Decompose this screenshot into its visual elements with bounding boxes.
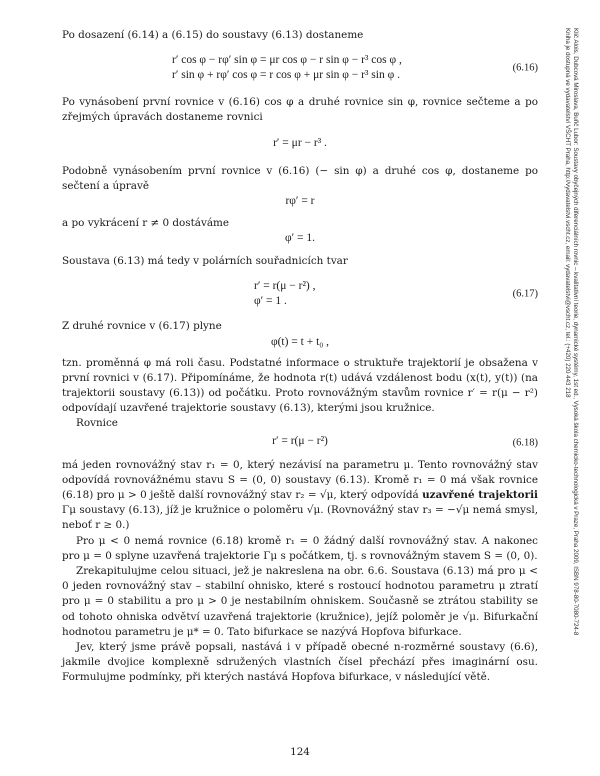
equation-6-18 xyxy=(62,434,538,452)
paragraph: Rovnice xyxy=(76,417,118,430)
equation-6-16 xyxy=(62,51,538,85)
equation-line: r′ sin φ + rφ′ cos φ = r cos φ + μr sin φ − r³ sin φ . xyxy=(172,69,400,82)
equation-phi-t xyxy=(62,335,538,353)
paragraph: Zrekapitulujme celou situaci, jež je nakreslena na obr. 6.6. Soustava (6.13) má pro μ < 0 jeden rovnovážný stav – stabilní ohnisko, které s rostoucí hodnotou parametru μ ztratí pro μ = 0 stabilitu a pro μ > 0 je nestabilním ohniskem. Současně se ztrátou stability se od tohoto ohniska odvětví uzavřená trajektorie (kružnice), jejíž poloměr je √μ. Bifurkační hodnotou parametru je μ* = 0. Tato bifurkace se nazývá Hopfova bifurkace. xyxy=(62,565,538,638)
equation-line: r′ cos φ − rφ′ sin φ = μr cos φ − r sin φ − r³ cos φ , xyxy=(172,54,402,67)
equation-number: (6.16) xyxy=(512,62,538,74)
equation-line: r′ = r(μ − r²) xyxy=(272,434,328,447)
equation-phi xyxy=(62,231,538,249)
equation-6-17 xyxy=(62,277,538,311)
citation-line: Klič Alois, Dubcová Miroslava, Buřič Lubor: Soustavy obyčejných diferenciálních rovnic – kvalitativní teorie, dynamické systémy, 1st ed., Vysoká škola chemicko-technologická v Praze, Praha 2009, ISBN 978-80-7080-724-8 xyxy=(572,28,579,636)
document-page xyxy=(62,28,538,758)
equation-number: (6.18) xyxy=(512,437,538,449)
equation-line: φ′ = 1. xyxy=(284,232,315,245)
equation-line: φ(t) = t + t₀ , xyxy=(270,335,330,348)
paragraph: Z druhé rovnice v (6.17) plyne xyxy=(62,320,222,333)
paragraph: Soustava (6.13) má tedy v polárních souřadnicích tvar xyxy=(62,255,348,268)
equation-line: rφ′ = r xyxy=(285,195,315,208)
equation-rphi xyxy=(62,194,538,212)
bold-term: uzavřené trajektorii xyxy=(422,489,538,502)
paragraph: Jev, který jsme právě popsali, nastává i v případě obecné n-rozměrné soustavy (6.6), jakmile dvojice komplexně sdružených vlastních čísel přechází přes imaginární osu. Formulujme podmínky, při kterých nastává Hopfova bifurkace, v následující větě. xyxy=(62,641,538,684)
paragraph: tzn. proměnná φ má roli času. Podstatné informace o struktuře trajektorií je obsažena v první rovnici v (6.17). Připomínáme, že hodnota r(t) udává vzdálenost bodu (x(t), y(t)) (na trajektorii soustavy (6.13)) od počátku. Proto rovnovážným stavům rovnice r′ = r(μ − r²) odpovídají uzavřené trajektorie soustavy (6.13), kterými jsou kružnice. xyxy=(62,356,538,415)
paragraph: Podobně vynásobením první rovnice v (6.16) (− sin φ) a druhé cos φ, dostaneme po sečtení a úpravě xyxy=(62,164,538,192)
text-run: má jeden rovnovážný stav r₁ = 0, který nezávisí na parametru μ. Tento rovnovážný stav odpovídá rovnovážnému stavu S = (0, 0) soustavy (6.13). Kromě r₁ = 0 má však rovnice (6.18) pro μ > 0 ještě další rovnovážný stav r₂ = √μ, který odpovídá xyxy=(62,458,538,502)
equation-line: r′ = μr − r³ . xyxy=(273,136,327,149)
paragraph: Po dosazení (6.14) a (6.15) do soustavy (6.13) dostaneme xyxy=(62,29,364,41)
equation-number: (6.17) xyxy=(512,288,538,300)
paragraph xyxy=(62,458,538,534)
page-number: 124 xyxy=(290,746,310,758)
paragraph: Pro μ < 0 nemá rovnice (6.18) kromě r₁ = 0 žádný další rovnovážný stav. A nakonec pro μ = 0 splyne uzavřená trajektorie Γμ s počátkem, tj. s rovnovážným stavem S = (0, 0). xyxy=(62,534,538,562)
equation-line: φ′ = 1 . xyxy=(254,295,287,308)
equation-r xyxy=(62,136,538,154)
sidebar-citation xyxy=(564,28,579,748)
availability-line: Kniha je dostupná ve vydavatelství VŠCHT Praha, http://vydavatelstvi.vscht.cz, email: vydavatelstvi@vscht.cz, tel.: (+420) 220 443 218 xyxy=(564,28,571,398)
equation-line: r′ = r(μ − r²) , xyxy=(254,280,316,293)
text-run: Γμ soustavy (6.13), jíž je kružnice o poloměru √μ. (Rovnovážný stav r₃ = −√μ nemá smysl, neboť r ≥ 0.) xyxy=(62,504,538,532)
paragraph: a po vykrácení r ≠ 0 dostáváme xyxy=(62,217,230,230)
paragraph: Po vynásobení první rovnice v (6.16) cos φ a druhé rovnice sin φ, rovnice sečteme a po zřejmých úpravách dostaneme rovnici xyxy=(62,96,538,124)
